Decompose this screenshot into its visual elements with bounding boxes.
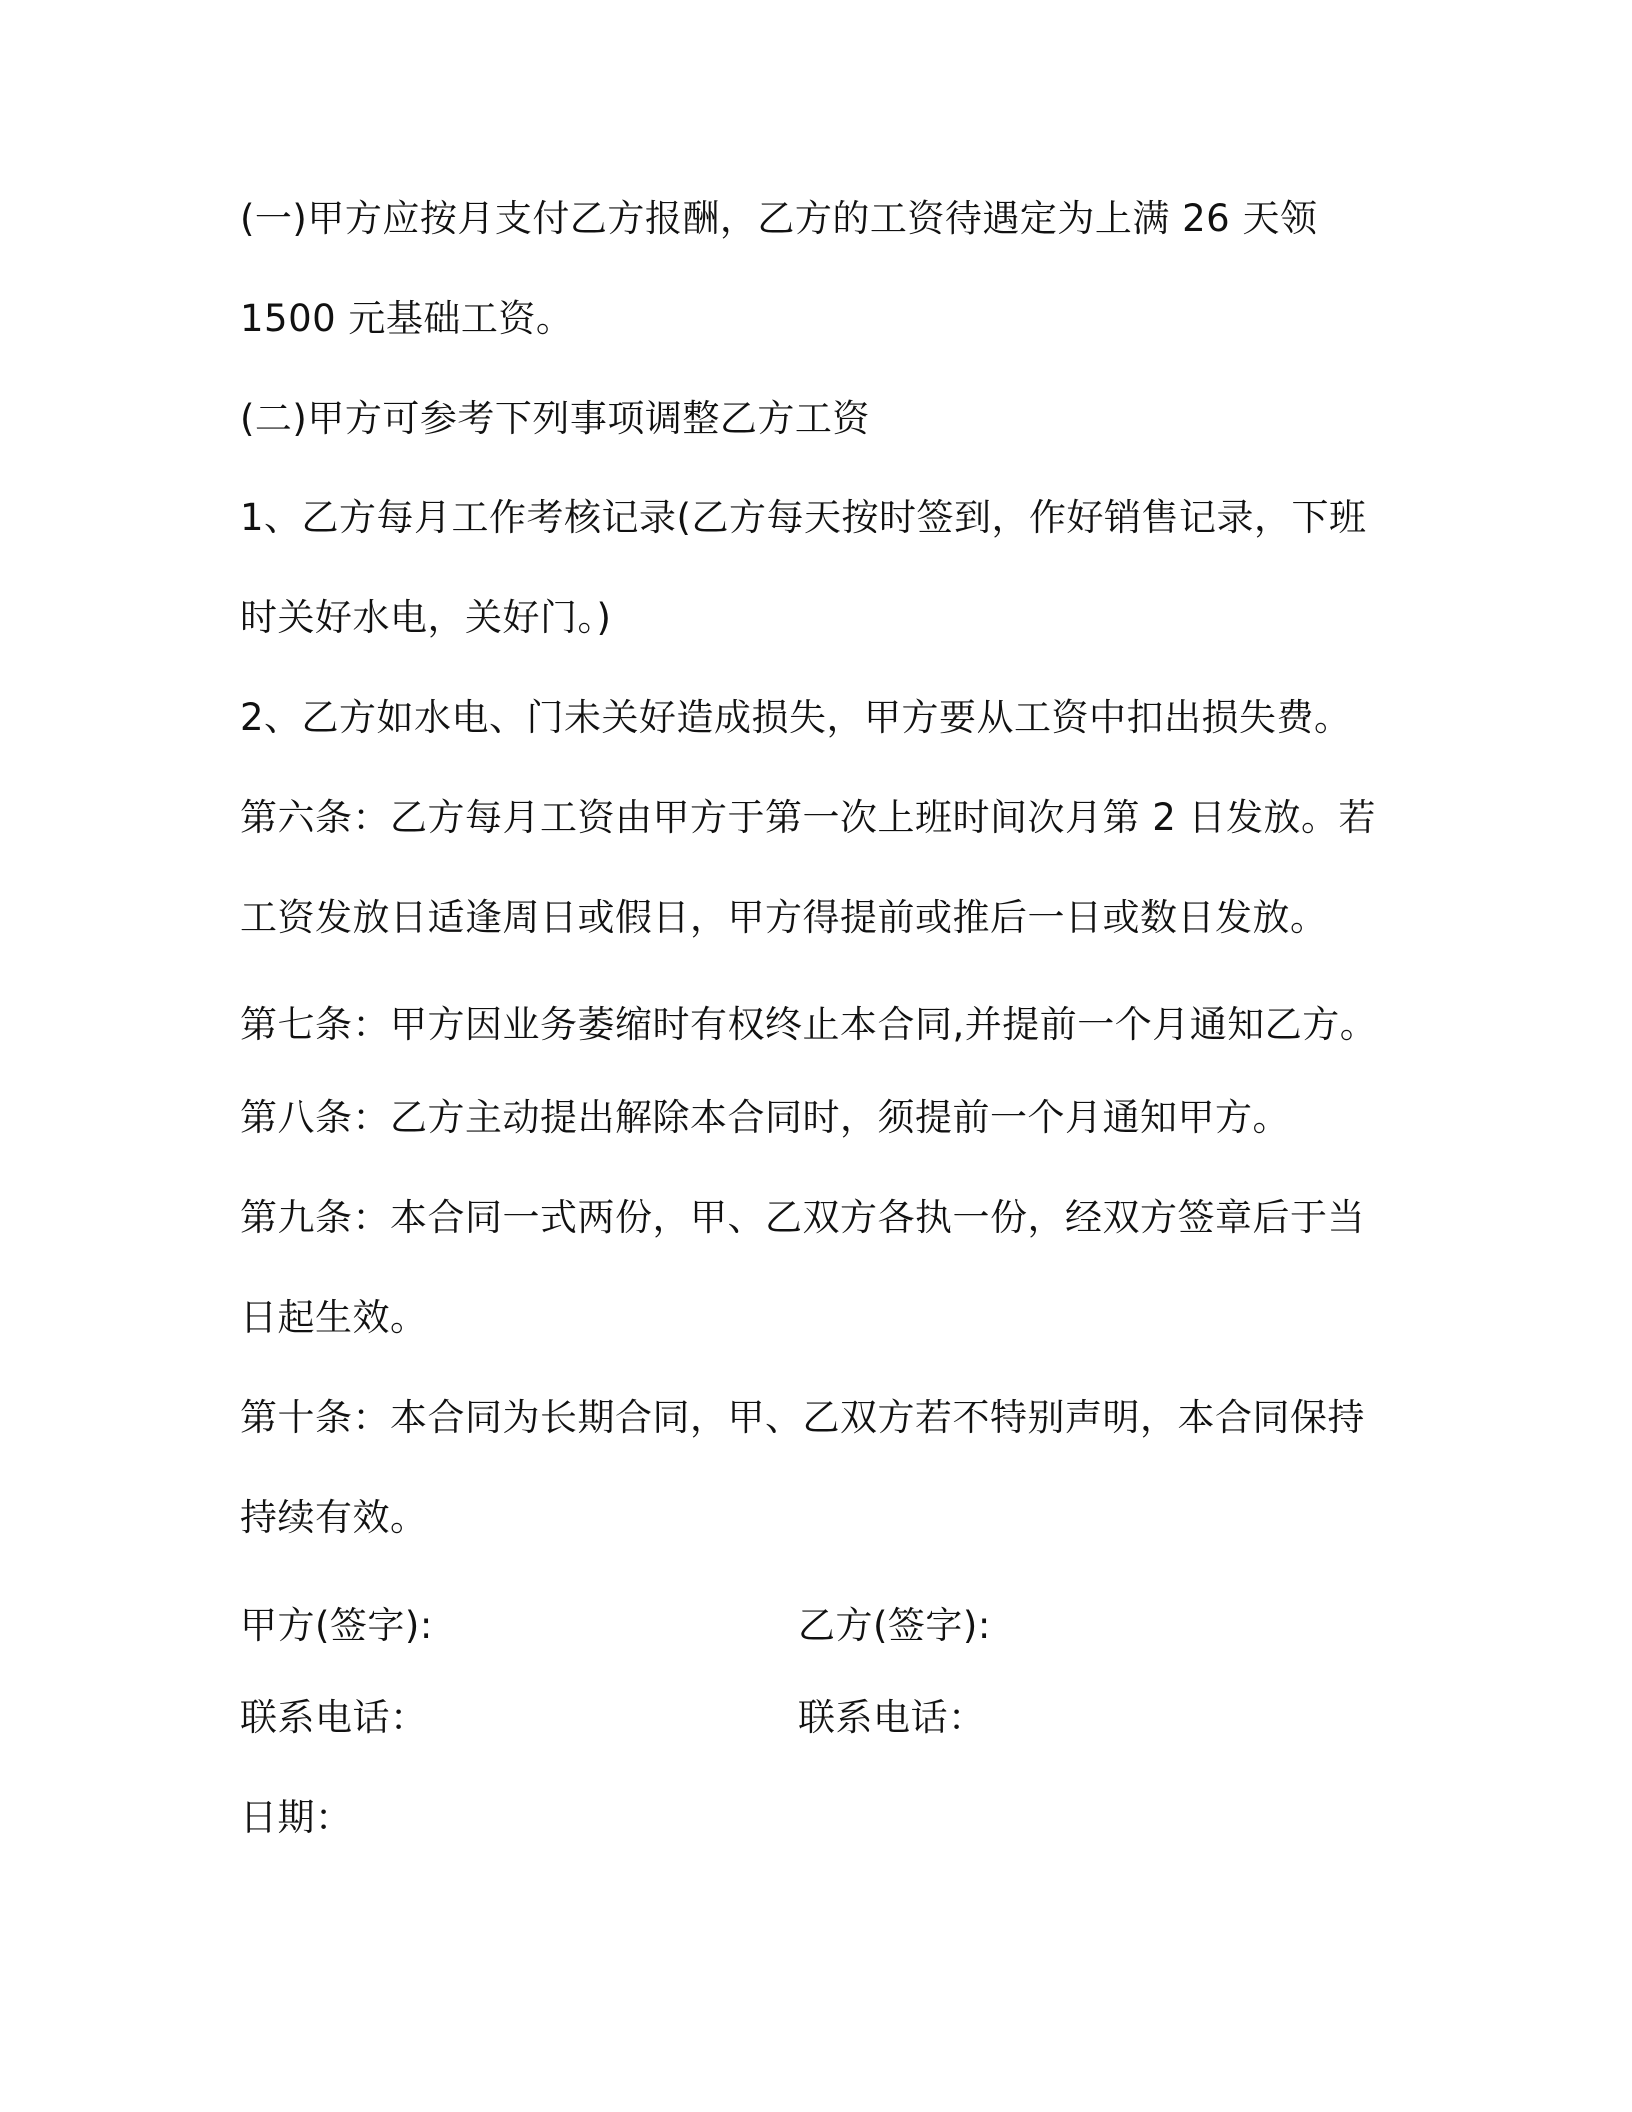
paragraph-line: 时关好水电，关好门。): [240, 596, 612, 639]
date-label: 日期：: [240, 1796, 353, 1839]
paragraph-line: 日起生效。: [240, 1296, 428, 1339]
party-b-signature-label: 乙方(签字):: [798, 1604, 991, 1647]
paragraph-line: 第七条：甲方因业务萎缩时有权终止本合同,并提前一个月通知乙方。: [240, 1003, 1378, 1046]
paragraph-line: (二)甲方可参考下列事项调整乙方工资: [240, 397, 870, 440]
party-b-phone-label: 联系电话：: [798, 1696, 986, 1739]
paragraph-line: 工资发放日适逢周日或假日，甲方得提前或推后一日或数日发放。: [240, 896, 1328, 939]
paragraph-line: 持续有效。: [240, 1496, 428, 1539]
paragraph-line: 1500 元基础工资。: [240, 297, 574, 340]
paragraph-line: 1、乙方每月工作考核记录(乙方每天按时签到，作好销售记录，下班: [240, 496, 1367, 539]
party-a-signature-label: 甲方(签字):: [240, 1604, 433, 1647]
paragraph-line: (一)甲方应按月支付乙方报酬，乙方的工资待遇定为上满 26 天领: [240, 197, 1318, 240]
paragraph-line: 第六条：乙方每月工资由甲方于第一次上班时间次月第 2 日发放。若: [240, 796, 1377, 839]
party-a-phone-label: 联系电话：: [240, 1696, 428, 1739]
paragraph-line: 第十条：本合同为长期合同，甲、乙双方若不特别声明，本合同保持: [240, 1396, 1365, 1439]
paragraph-line: 第八条：乙方主动提出解除本合同时，须提前一个月通知甲方。: [240, 1096, 1290, 1139]
paragraph-line: 第九条：本合同一式两份，甲、乙双方各执一份，经双方签章后于当: [240, 1196, 1365, 1239]
paragraph-line: 2、乙方如水电、门未关好造成损失，甲方要从工资中扣出损失费。: [240, 696, 1352, 739]
